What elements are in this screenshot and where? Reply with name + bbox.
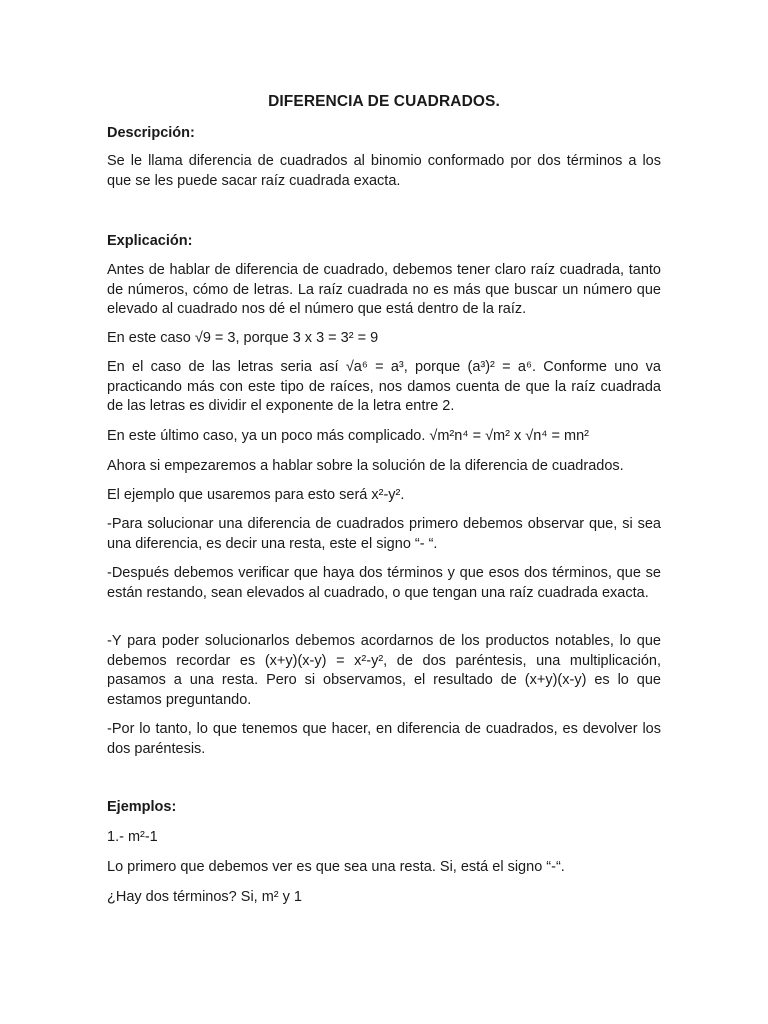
ejemplos-heading: Ejemplos: — [107, 799, 177, 815]
ejemplo-paso-2: ¿Hay dos términos? Si, m² y 1 — [107, 889, 302, 905]
explicacion-paragraph-3: En el caso de las letras seria así √a⁶ = a³, porque (a³)² = a⁶. Conforme uno va practicando más con este tipo de raíces, nos damos cuenta de que la raíz cuadrada de las letras es dividir el exponente de la letra entre 2. — [107, 359, 661, 414]
explicacion-paragraph-10: -Por lo tanto, lo que tenemos que hacer, en diferencia de cuadrados, es devolver los dos paréntesis. — [107, 721, 661, 757]
explicacion-paragraph-4: En este último caso, ya un poco más complicado. √m²n⁴ = √m² x √n⁴ = mn² — [107, 428, 589, 444]
explicacion-paragraph-1: Antes de hablar de diferencia de cuadrado, debemos tener claro raíz cuadrada, tanto de números, cómo de letras. La raíz cuadrada no es más que buscar un número que elevado al cuadrado nos dé el número que está dentro de la raíz. — [107, 262, 661, 317]
explicacion-paragraph-5: Ahora si empezaremos a hablar sobre la solución de la diferencia de cuadrados. — [107, 458, 624, 474]
page-title: DIFERENCIA DE CUADRADOS. — [268, 93, 500, 110]
ejemplo-paso-1: Lo primero que debemos ver es que sea una resta. Si, está el signo “-“. — [107, 859, 565, 875]
explicacion-paragraph-9: -Y para poder solucionarlos debemos acordarnos de los productos notables, lo que debemos recordar es (x+y)(x-y) = x²-y², de dos paréntesis, una multiplicación, pasamos a una resta. Pero si observamos, el resultado de (x+y)(x-y) es lo que estamos preguntando. — [107, 633, 661, 708]
explicacion-paragraph-8: -Después debemos verificar que haya dos términos y que esos dos términos, que se están restando, sean elevados al cuadrado, o que tengan una raíz cuadrada exacta. — [107, 565, 661, 601]
explicacion-heading: Explicación: — [107, 233, 193, 249]
explicacion-paragraph-2: En este caso √9 = 3, porque 3 x 3 = 3² = 9 — [107, 330, 379, 346]
explicacion-paragraph-7: -Para solucionar una diferencia de cuadrados primero debemos observar que, si sea una diferencia, es decir una resta, este el signo “- “. — [107, 516, 661, 552]
descripcion-heading: Descripción: — [107, 125, 195, 141]
descripcion-text: Se le llama diferencia de cuadrados al binomio conformado por dos términos a los que se les puede sacar raíz cuadrada exacta. — [107, 153, 661, 189]
ejemplo-1: 1.- m²-1 — [107, 829, 158, 845]
explicacion-paragraph-6: El ejemplo que usaremos para esto será x²-y². — [107, 487, 405, 503]
